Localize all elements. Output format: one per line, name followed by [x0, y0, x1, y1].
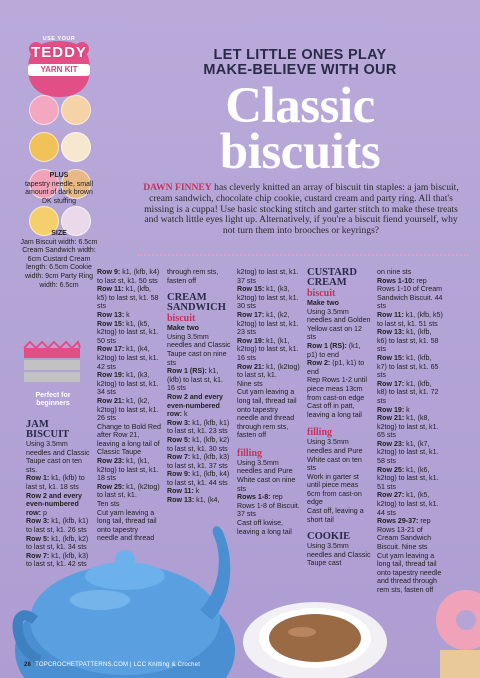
- c3-row3: Row 3: k1, (kfb, k1) to last st, k1. 23 sts: [167, 418, 230, 436]
- size-label: SIZE: [51, 230, 67, 237]
- c2-row17: Row 17: k1, (k4, k2tog) to last st, k1. 42 sts: [97, 345, 159, 371]
- c6-cut: Cut yarn leaving a long tail, thread tail onto tapestry needle and thread through rem sts, fasten off: [377, 551, 442, 594]
- c2-row23: Row 23: k1, (k1, k2tog) to last st, k1. 18 sts: [97, 457, 159, 483]
- jam-heading: JAM BISCUIT: [26, 419, 70, 440]
- c5-rep: Rep Rows 1-2 until piece meas 13cm from cast-on edge: [307, 376, 367, 402]
- c6-row27: Row 27: k1, (k5, k2tog) to last st, k1. 44 sts: [377, 491, 439, 517]
- page-number: 28: [24, 662, 32, 668]
- column-6: [377, 268, 443, 595]
- c2-cut: Cut yarn leaving a long tail, thread tail onto tapestry needle and thread: [97, 508, 157, 543]
- c3-intro: Using 3.5mm needles and Classic Taupe cast on nine sts: [167, 332, 231, 367]
- c5-intro: Using 3.5mm needles and Golden Yellow cast on 12 sts: [307, 307, 371, 342]
- page-footer: [24, 662, 284, 668]
- kicker-line-2: MAKE-BELIEVE WITH OUR: [203, 62, 397, 78]
- footer-text: TOPCROCHETPATTERNS.COM | LCC Knitting & Crochet: [35, 662, 201, 668]
- c6-rows29-37: Rows 29-37: rep Rows 13-21 of Cream Sandwich Biscuit. Nine sts: [377, 517, 432, 551]
- c3-row5: Row 5: k1, (kfb, k2) to last st, k1. 30 sts: [167, 435, 230, 453]
- jam-row2: Row 2 and every even-numbered row: p: [26, 491, 82, 517]
- c6-row23: Row 23: k1, (k7, k2tog) to last st, k1. 58 sts: [377, 439, 439, 466]
- plus-text: tapestry needle, small amount of dark brown DK stuffing: [24, 180, 94, 205]
- c3-make-two: Make two: [167, 324, 199, 333]
- kit-plus: [20, 172, 98, 206]
- jam-row5: Row 5: k1, (kfb, k2) to last st, k1. 34 sts: [26, 534, 89, 552]
- intro-paragraph: [138, 183, 464, 237]
- column-3: [167, 268, 231, 505]
- cream-filling-heading: filling: [237, 447, 263, 459]
- column-5: [307, 268, 371, 568]
- c6-row13: Row 13: k1, (kfb, k6) to last st, k1. 58 sts: [377, 328, 439, 354]
- c5-row2: Row 2: (p1, k1) to end: [307, 359, 365, 376]
- kicker-line-1: LET LITTLE ONES PLAY: [213, 47, 387, 63]
- title-line-1: Classic: [225, 78, 375, 134]
- c4-row15: Row 15: k1, (k3, k2tog) to last st, k1. 30 sts: [237, 285, 299, 311]
- jam-row7: Row 7: k1, (kfb, k3) to last st, k1. 42 sts: [26, 551, 89, 569]
- c3-row11: Row 11: k: [167, 487, 200, 496]
- c6-cont: on nine sts: [377, 268, 412, 276]
- c5-row1: Row 1 (RS): (k1, p1) to end: [307, 341, 361, 359]
- yarn-ball-swatch: [29, 132, 59, 162]
- c3-cont: through rem sts, fasten off: [167, 268, 219, 285]
- c6-row11: Row 11: k1, (kfb, k5) to last st, k1. 51 sts: [377, 310, 443, 328]
- c3-row7: Row 7: k1, (kfb, k3) to last st, k1. 37 sts: [167, 453, 230, 470]
- c4-rows: Rows 1-8: rep Rows 1-8 of Biscuit. 37 sts: [237, 493, 300, 519]
- plus-label: PLUS: [49, 172, 69, 179]
- biscuit-stack-icon: [420, 580, 480, 678]
- c5-cast-off: Cast off in patt, leaving a long tail: [307, 402, 362, 419]
- c2-row11: Row 11: k1, (kfb, k5) to last st, k1. 58 sts: [97, 285, 159, 311]
- yarn-ball-swatches: [28, 94, 92, 242]
- kit-size: [20, 230, 98, 290]
- yarn-ball-swatch: [29, 95, 59, 125]
- c2-row15: Row 15: k1, (k5, k2tog) to last st, k1. 50 sts: [97, 319, 159, 345]
- size-text: Jam Biscuit width: 6.5cm Cream Sandwich width: 6cm Custard Cream length: 6.5cm Cookie width: 9cm Party Ring width: 6.5cm: [20, 238, 98, 289]
- c2-row25: Row 25: k1, (k2tog) to last st, k1.: [97, 482, 160, 500]
- headline-kicker: [150, 48, 450, 78]
- c5-cookie-intro: Using 3.5mm needles and Classic Taupe cast: [307, 542, 371, 568]
- cookie-heading: COOKIE: [307, 531, 351, 543]
- c5-make-two: Make two: [307, 299, 339, 307]
- c2-row9: Row 9: k1, (kfb, k4) to last st, k1. 50 sts: [97, 268, 160, 285]
- jam-row3: Row 3: k1, (kfb, k1) to last st, k1. 26 sts: [26, 517, 89, 534]
- c4-cont: k2tog) to last st, k1. 37 sts: [237, 268, 299, 285]
- c4-cast-off: Cast off kwise, leaving a long tail: [237, 519, 292, 536]
- c6-row25: Row 25: k1, (k6, k2tog) to last st, k1. 51 sts: [377, 465, 439, 491]
- page-title: [150, 78, 450, 180]
- c4-row21: Row 21: k1, (k2tog) to last st, k1.: [237, 362, 300, 380]
- c4-fill-intro: Using 3.5mm needles and Pure White cast on nine sts: [237, 458, 296, 493]
- c5-cast-off2: Cast off, leaving a short tail: [307, 507, 364, 524]
- c2-change: Change to Bold Red after Row 21, leaving a long tail of Classic Taupe: [97, 422, 161, 457]
- yarn-ball-swatch: [61, 95, 91, 125]
- c4-nine: Nine sts: [237, 379, 263, 388]
- c2-row21: Row 21: k1, (k2, k2tog) to last st, k1. 26 sts: [97, 396, 159, 423]
- c2-row19: Row 19: k1, (k3, k2tog) to last st, k1. 34 sts: [97, 371, 159, 397]
- c6-row15: Row 15: k1, (kfb, k7) to last st, k1. 65 sts: [377, 353, 439, 380]
- c2-ten: Ten sts: [97, 500, 120, 509]
- kit-yarn-label: YARN KIT: [28, 64, 90, 76]
- dotted-divider: [137, 254, 469, 256]
- c6-row21: Row 21: k1, (k8, k2tog) to last st, k1. 65 sts: [377, 414, 439, 440]
- intro-text: has cleverly knitted an array of biscuit tin staples: a jam biscuit, cream sandwich, chocolate chip cookie, custard cream and party ring. All that's missing is a cuppa! Use basic stocking stitch and garter stitch to make these treats and watch little eyes light up. Alternatively, if you're a biscuit fiend yourself, why not turn them into brooches or keyrings?: [144, 182, 459, 237]
- c6-rows1-10: Rows 1-10: rep Rows 1-10 of Cream Sandwich Biscuit. 44 sts: [377, 276, 443, 311]
- c3-row13: Row 13: k1, (k4,: [167, 496, 220, 505]
- c4-row19: Row 19: k1, (k1, k2tog) to last st, k1. 16 sts: [237, 336, 299, 362]
- c3-row9: Row 9: k1, (kfb, k4) to last st, k1. 44 sts: [167, 470, 230, 487]
- custard-filling-heading: filling: [307, 427, 333, 439]
- c4-cut: Cut yarn leaving a long tail, thread tail onto tapestry needle and thread through rem sts, fasten off: [237, 388, 297, 440]
- cream-sandwich-sub: biscuit: [167, 313, 196, 325]
- teapot-icon: [0, 500, 250, 678]
- c6-row19: Row 19: k: [377, 405, 410, 414]
- beginner-scale-icon: [22, 340, 82, 390]
- c3-row1: Row 1 (RS): k1, (kfb) to last st, k1. 16 sts: [167, 367, 223, 393]
- column-4: [237, 268, 301, 536]
- cream-sandwich-heading: CREAM SANDWICH: [167, 292, 226, 314]
- jam-intro: Using 3.5mm needles and Classic Taupe cast on ten sts.: [26, 440, 90, 474]
- custard-cream-sub: biscuit: [307, 288, 336, 299]
- kit-teddy-logo: TEDDY: [31, 44, 87, 61]
- c2-row13: Row 13: k: [97, 310, 130, 319]
- title-line-2: biscuits: [219, 124, 381, 180]
- jam-row1: Row 1: k1, (kfb) to last st, k1. 18 sts: [26, 474, 85, 491]
- kit-use-your: USE YOUR: [42, 36, 76, 42]
- perfect-for-beginners-badge: [22, 340, 82, 407]
- c5-garter: Work in garter st until piece meas 6cm from cast-on edge: [307, 472, 362, 507]
- custard-cream-heading: CUSTARD CREAM: [307, 267, 357, 288]
- c6-row17: Row 17: k1, (kfb, k8) to last st, k1. 72 sts: [377, 379, 439, 405]
- c4-row17: Row 17: k1, (k2, k2tog) to last st, k1. 23 sts: [237, 310, 299, 337]
- author-byline: DAWN FINNEY: [143, 182, 212, 193]
- c3-row2: Row 2 and every even-numbered row: k: [167, 392, 223, 419]
- yarn-ball-swatch: [61, 132, 91, 162]
- perfect-label: Perfect for beginners: [35, 392, 71, 407]
- c5-fill-intro: Using 3.5mm needles and Pure White cast on ten sts: [307, 438, 363, 473]
